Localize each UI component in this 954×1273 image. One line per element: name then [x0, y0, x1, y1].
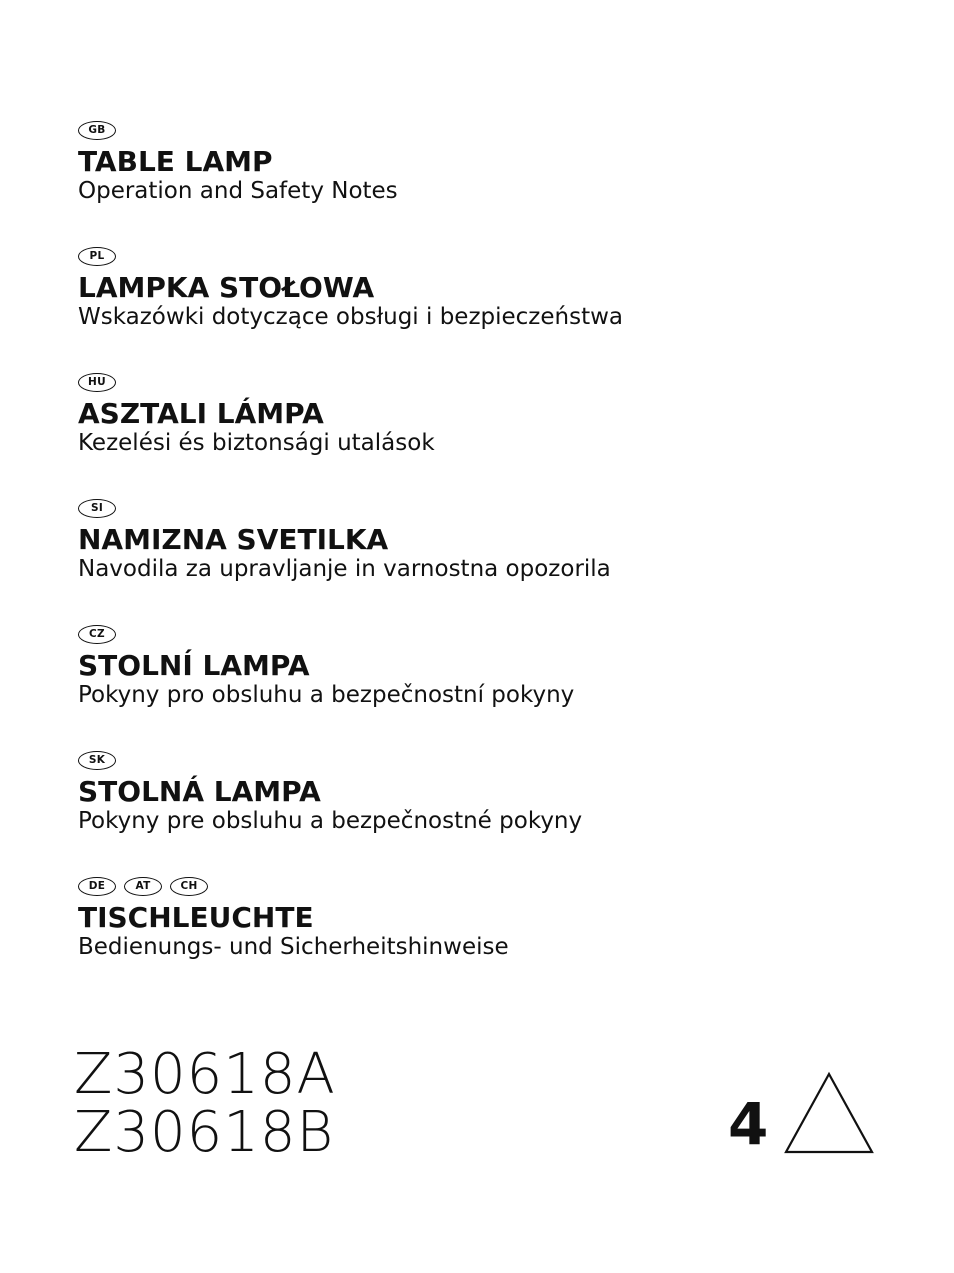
- section-subtitle: Pokyny pro obsluhu a bezpečnostní pokyny: [78, 682, 575, 708]
- language-badge-at: AT: [124, 877, 162, 896]
- section-title: LAMPKA STOŁOWA: [78, 271, 375, 304]
- language-badges: [78, 749, 898, 771]
- section-title: NAMIZNA SVETILKA: [78, 523, 389, 556]
- language-badge-hu: HU: [78, 373, 116, 392]
- section-sk: [78, 749, 898, 875]
- language-badges: [78, 623, 898, 645]
- section-subtitle: Pokyny pre obsluhu a bezpečnostné pokyny: [78, 808, 583, 834]
- safety-mark: [728, 1070, 878, 1160]
- language-badge-pl: PL: [78, 247, 116, 266]
- language-badge-de: DE: [78, 877, 116, 896]
- language-badge-gb: GB: [78, 121, 116, 140]
- language-badges: [78, 119, 898, 141]
- language-badge-ch: CH: [170, 877, 208, 896]
- section-subtitle: Bedienungs- und Sicherheitshinweise: [78, 934, 509, 960]
- section-subtitle: Kezelési és biztonsági utalások: [78, 430, 435, 456]
- section-title: ASZTALI LÁMPA: [78, 397, 324, 430]
- section-subtitle: Wskazówki dotyczące obsługi i bezpieczeństwa: [78, 304, 624, 330]
- section-si: [78, 497, 898, 623]
- warning-triangle-outline-icon: [783, 1070, 875, 1156]
- section-de-at-ch: [78, 875, 898, 1001]
- section-title: TABLE LAMP: [78, 145, 273, 178]
- model-numbers: [74, 1042, 336, 1165]
- language-badges: [78, 371, 898, 393]
- language-badge-si: SI: [78, 499, 116, 518]
- section-title: STOLNÁ LAMPA: [78, 775, 321, 808]
- model-number: Z30618A: [74, 1042, 336, 1107]
- language-sections: [78, 119, 898, 1001]
- section-title: STOLNÍ LAMPA: [78, 649, 310, 682]
- section-subtitle: Navodila za upravljanje in varnostna opozorila: [78, 556, 611, 582]
- section-hu: [78, 371, 898, 497]
- safety-number: 4: [728, 1090, 769, 1158]
- section-cz: [78, 623, 898, 749]
- section-gb: [78, 119, 898, 245]
- language-badge-cz: CZ: [78, 625, 116, 644]
- language-badges: [78, 875, 898, 897]
- section-pl: [78, 245, 898, 371]
- section-subtitle: Operation and Safety Notes: [78, 178, 398, 204]
- model-number: Z30618B: [74, 1100, 335, 1165]
- language-badge-sk: SK: [78, 751, 116, 770]
- section-title: TISCHLEUCHTE: [78, 901, 314, 934]
- language-badges: [78, 245, 898, 267]
- language-badges: [78, 497, 898, 519]
